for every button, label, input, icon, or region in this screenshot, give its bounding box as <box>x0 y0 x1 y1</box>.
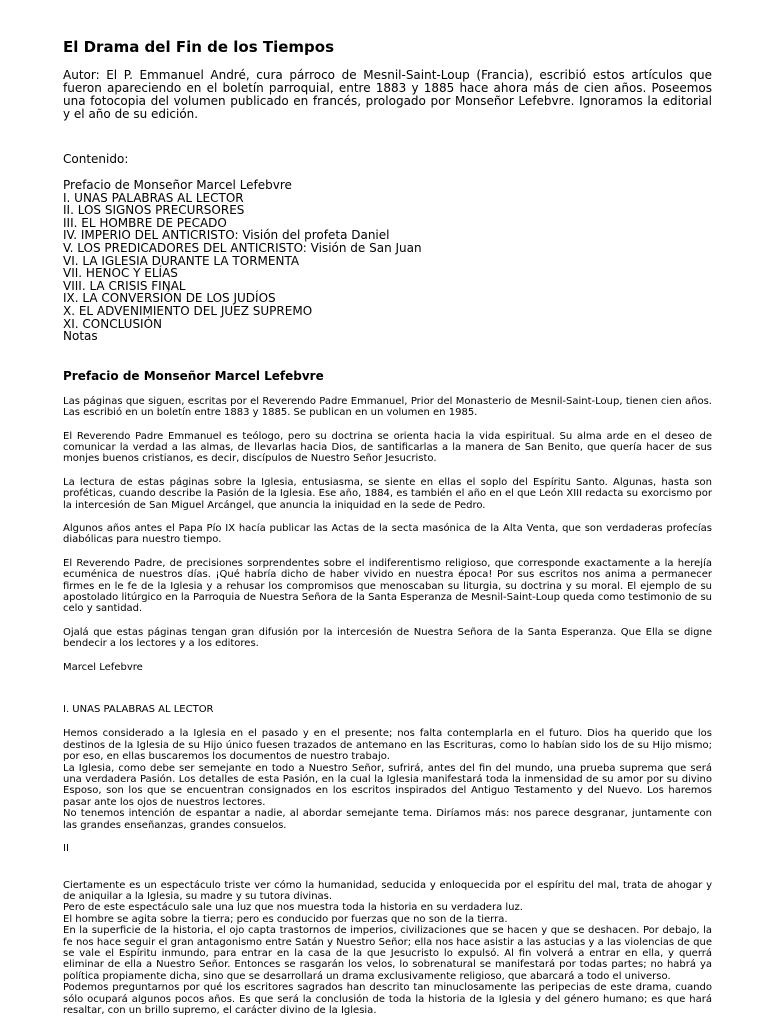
author-intro: Autor: El P. Emmanuel André, cura párroco de Mesnil-Saint-Loup (Francia), escribió estos artículos que fueron apareciendo en el boletín parroquial, entre 1883 y 1885 hace ahora más de cien años. Poseemos una fotocopia del volumen publicado en francés, prologado por Monseñor Lefebvre. Ignoramos la editorial y el año de su edición. <box>63 68 712 121</box>
toc-item: X. EL ADVENIMIENTO DEL JUEZ SUPREMO <box>63 303 313 318</box>
paragraph-spacer <box>63 831 712 843</box>
toc-item: III. EL HOMBRE DE PECADO <box>63 215 227 230</box>
toc-item: II. LOS SIGNOS PRECURSORES <box>63 203 245 218</box>
preface-paragraph: El Reverendo Padre Emmanuel es teólogo, pero su doctrina se orienta hacia la vida espiritual. Su alma arde en el deseo de comunicar la verdad a las almas, de llevarlas hacia Dios, de santificarlas a la manera de San Benito, que quería hacer de sus monjes buenos cristianos, es decir, discípulos de Nuestro Señor Jesucristo. <box>63 430 712 465</box>
table-of-contents <box>63 179 712 343</box>
toc-item: IV. IMPERIO DEL ANTICRISTO: Visión del profeta Daniel <box>63 228 390 243</box>
toc-item: V. LOS PREDICADORES DEL ANTICRISTO: Visión de San Juan <box>63 240 422 255</box>
chapter-heading: I. UNAS PALABRAS AL LECTOR <box>63 704 214 716</box>
preface-signature: Marcel Lefebvre <box>63 661 143 673</box>
preface-paragraph: Algunos años antes el Papa Pío IX hacía publicar las Actas de la secta masónica de la Alta Venta, que son verdaderas profecías diabólicas para nuestro tiempo. <box>63 522 712 546</box>
preface-paragraph: Ojalá que estas páginas tengan gran difusión por la intercesión de Nuestra Señora de la Santa Esperanza. Que Ella se digne bendecir a los lectores y a los editores. <box>63 626 712 650</box>
paragraph-spacer <box>63 868 712 880</box>
chapter-heading: II <box>63 843 69 855</box>
preface-paragraph: La lectura de estas páginas sobre la Iglesia, entusiasma, se siente en ellas el soplo del Espíritu Santo. Algunas, hasta son proféticas, cuando describe la Pasión de la Iglesia. Ese año, 1884, es también el año en el que León XIII redacta su exorcismo por la intercesión de San Miguel Arcángel, que anuncia la iniquidad en la sede de Pedro. <box>63 476 712 511</box>
chapter-paragraph: Pero de este espectáculo sale una luz que nos muestra toda la historia en su verdadera luz. <box>63 902 523 914</box>
toc-item: VI. LA IGLESIA DURANTE LA TORMENTA <box>63 253 300 268</box>
chapter-paragraph: Ciertamente es un espectáculo triste ver cómo la humanidad, seducida y enloquecida por el espíritu del mal, trata de ahogar y de aniquilar a la Iglesia, su madre y su tutora divinas. <box>63 879 712 902</box>
toc-item: VIII. LA CRISIS FINAL <box>63 278 186 293</box>
toc-item: VII. HENOC Y ELÍAS <box>63 266 178 281</box>
chapter-paragraph: La Iglesia, como debe ser semejante en todo a Nuestro Señor, sufrirá, antes del fin del mundo, una prueba suprema que será una verdadera Pasión. Los detalles de esta Pasión, en la cual la Iglesia manifestará toda la inmensidad de su amor por su divino Esposo, son los que se encuentran consignados en los escritos inspirados del Antiguo Testamento y del Nuevo. Los haremos pasar ante los ojos de nuestros lectores. <box>63 762 712 808</box>
chapter-paragraph: En la superficie de la historia, el ojo capta trastornos de imperios, civilizaciones que se hacen y que se deshacen. Por debajo, la fe nos hace seguir el gran antagonismo entre Satán y Nuestro Señor; ella nos hace asistir a las astucias y a las violencias de que se vale el Espíritu inmundo, para entrar en la casa de la que Jesucristo lo expulsó. Al fin volverá a entrar en ella, y querrá eliminar de ella a Nuestro Señor. Entonces se rasgarán los velos, lo sobrenatural se manifestará por todas partes; no habrá ya política propiamente dicha, sino que se desarrollará un drama exclusivamente religioso, que abarcará a todo el universo. <box>63 925 712 982</box>
toc-item: Prefacio de Monseñor Marcel Lefebvre <box>63 178 292 192</box>
toc-item: Notas <box>63 329 98 344</box>
document-title: El Drama del Fin de los Tiempos <box>63 38 334 56</box>
preface-paragraph: El Reverendo Padre, de precisiones sorprendentes sobre el indiferentismo religioso, que corresponde exactamente a la herejía ecuménica de nuestros días. ¡Qué habría dicho de haber vivido en nuestra época! Por sus escritos nos anima a permanecer firmes en le fe de la Iglesia y a rehusar los compromisos que menoscaban su liturgia, su doctrina y su moral. El ejemplo de su apostolado litúrgico en la Parroquia de Nuestra Señora de la Santa Esperanza de Mesnil-Saint-Loup queda como testimonio de su celo y santidad. <box>63 557 712 615</box>
chapter-paragraph: El hombre se agita sobre la tierra; pero es conducido por fuerzas que no son de la tierra. <box>63 913 508 925</box>
toc-item: IX. LA CONVERSIÓN DE LOS JUDÍOS <box>63 291 276 306</box>
toc-item: XI. CONCLUSIÓN <box>63 316 163 331</box>
preface-heading: Prefacio de Monseñor Marcel Lefebvre <box>63 368 324 383</box>
contents-label: Contenido: <box>63 152 129 166</box>
preface-paragraph: Las páginas que siguen, escritas por el Reverendo Padre Emmanuel, Prior del Monasterio de Mesnil-Saint-Loup, tienen cien años. Las escribió en un boletín entre 1883 y 1885. Se publican en un volumen en 1985. <box>63 395 712 419</box>
chapter-paragraph: Podemos preguntarnos por qué los escritores sagrados han descrito tan minuclosamente las peripecias de este drama, cuando sólo ocupará algunos pocos años. Es que será la conclusión de toda la historia de la Iglesia y del género humano; es que hará resaltar, con un brillo supremo, el carácter divino de la Iglesia. <box>63 982 712 1016</box>
chapter-paragraph: Hemos considerado a la Iglesia en el pasado y en el presente; nos falta contemplarla en el futuro. Dios ha querido que los destinos de la Iglesia de su Hijo único fuesen trazados de antemano en las Escrituras, como lo habían sido los de su Hijo mismo; por eso, en ellas buscaremos los documentos de nuestro trabajo. <box>63 728 712 763</box>
chapter-paragraph: No tenemos intención de espantar a nadie, al abordar semejante tema. Diríamos más: nos parece desgranar, juntamente con las grandes enseñanzas, grandes consuelos. <box>63 808 712 831</box>
toc-item: I. UNAS PALABRAS AL LECTOR <box>63 190 244 205</box>
